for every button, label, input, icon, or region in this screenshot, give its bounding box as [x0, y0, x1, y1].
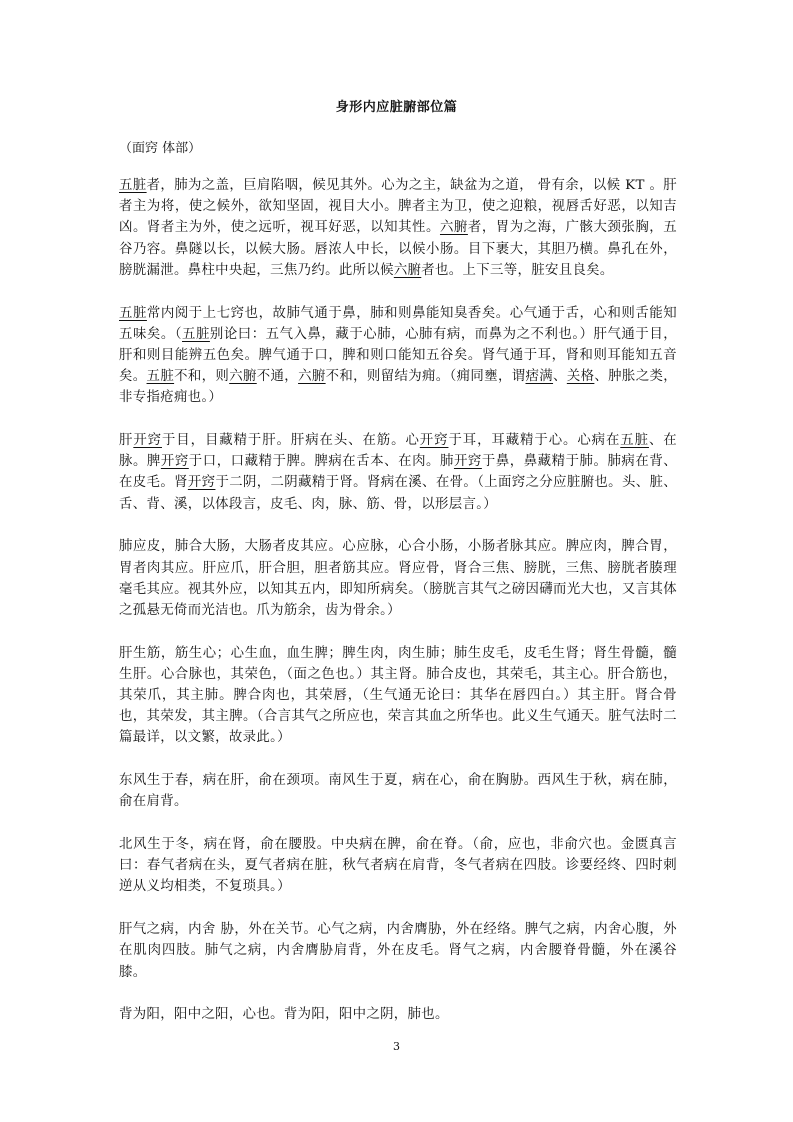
- text-run: 肺应皮，肺合大肠，大肠者皮其应。心应脉，心合小肠，小肠者脉其应。脾应肉，脾合胃，胃者肉其应。肝应爪，肝合胆，胆者筋其应。肾应骨，肾合三焦、膀胱，三焦、膀胱者腠理毫毛其应。视其外应，以知其五内，即知所病矣。（膀胱言其气之磅因礴而光大也，又言其体之孤悬无倚而光洁也。爪为筋余，齿为骨余。）: [119, 539, 677, 618]
- paragraph: [119, 834, 677, 898]
- text-run: 东风生于春，病在肝，俞在颈项。南风生于夏，病在心，俞在胸胁。西风生于秋，病在肺，俞在肩背。: [119, 773, 677, 810]
- underlined-term: 五脏: [119, 178, 147, 193]
- text-run: 不通，: [256, 369, 299, 385]
- underlined-term: 六腑: [229, 369, 257, 385]
- paragraph: [119, 770, 677, 812]
- paragraph: [119, 303, 677, 409]
- text-run: 者，胃为之海，广骸大颈张胸，五谷乃容。鼻隧以长，以候大肠。唇浓人中长，以候小肠。目下裹大，其胆乃横。鼻孔在外，膀胱漏泄。鼻柱中央起，三焦乃约。此所以候: [119, 220, 677, 278]
- text-run: 于二阴，二阴藏精于肾。肾病在溪、在骨。（上面窍之分应脏腑也。头、脏、舌、背、溪，以体段言，皮毛、肉，脉、筋、骨，以形层言。）: [119, 475, 678, 512]
- section-subtitle: （面窍 体部）: [119, 141, 202, 156]
- text-run: 于目，目藏精于肝。肝病在头、在筋。心: [161, 433, 420, 449]
- paragraph: [119, 643, 677, 749]
- text-run: 别论曰：五气入鼻，藏于心肺，心肺有病，而鼻为之不利也。）肝气通于目，肝和则目能辨五色矣。脾气通于口，脾和则口能知五谷矣。肾气通于耳，肾和则耳能知五音矣。: [119, 326, 677, 385]
- text-run: 、: [553, 369, 567, 385]
- paragraph: [119, 175, 677, 281]
- text-run: 北风生于冬，病在肾，俞在腰股。中央病在脾，俞在脊。（俞，应也，非俞穴也。金匮真言曰：春气者病在头，夏气者病在脏，秋气者病在肩背，冬气者病在四肢。诊要经终、四时刺逆从义均相类，不复琐具。）: [119, 837, 677, 895]
- paragraph: [119, 1004, 677, 1025]
- underlined-term: 开窍: [453, 454, 482, 470]
- underlined-term: 六腑: [393, 262, 422, 278]
- underlined-term: 开窍: [187, 475, 216, 491]
- underlined-term: 开窍: [133, 433, 162, 449]
- underlined-term: 五脏: [146, 369, 175, 385]
- underlined-term: 痞满: [525, 369, 554, 385]
- page-title: 身形内应脏腑部位篇: [335, 100, 458, 115]
- underlined-term: 五脏: [620, 433, 649, 449]
- text-run: 于鼻，鼻藏精于肺。肺病在背、在皮毛。肾: [119, 454, 678, 491]
- underlined-term: 开窍: [160, 454, 189, 470]
- underlined-term: 五脏: [119, 305, 147, 321]
- text-run: 者也。上下三等，脏安且良矣。: [421, 262, 614, 278]
- page-number: 3: [393, 1040, 400, 1053]
- text-run: 于口，口藏精于脾。脾病在舌本、在肉。肺: [188, 454, 454, 470]
- document-body: [119, 175, 677, 1047]
- text-run: 、肿胀之类，非专指疮痈也。）: [119, 369, 677, 406]
- paragraph: [119, 919, 677, 983]
- text-run: 者，肺为之盖，巨肩陷咽，候见其外。心为之主，缺盆为之道， 骨有余，以候 KT 。肝者主为将，使之候外，欲知坚固，视目大小。脾者主为卫，使之迎粮，视唇舌好恶，以知吉凶。肾者主为外，使之远听，视耳好恶，以知其性。: [119, 178, 677, 236]
- text-run: 常内阅于上七窍也，故肺气通于鼻，肺和则鼻能知臭香矣。心气通于舌，心和则舌能知五味矣。（: [119, 305, 678, 342]
- underlined-term: 六腑: [298, 369, 326, 385]
- text-run: 、在脉。脾: [119, 433, 678, 470]
- paragraph: [119, 430, 677, 515]
- paragraph: [119, 536, 677, 621]
- text-run: 不和，则留结为痈。（痈同壅，谓: [325, 369, 526, 385]
- text-run: 不和，则: [174, 369, 230, 385]
- underlined-term: 关格: [566, 369, 595, 385]
- text-run: 肝生筋，筋生心；心生血，血生脾；脾生肉，肉生肺；肺生皮毛，皮毛生肾；肾生骨髓，髓生肝。心合脉也，其荣色，（面之色也。）其主肾。肺合皮也，其荣毛，其主心。肝合筋也，其荣爪，其主肺。脾合肉也，其荣唇，（生气通无论曰：其华在唇四白。）其主肝。肾合骨也，其荣发，其主脾。（合言其气之所应也，荣言其血之所华也。此义生气通天。脏气法时二篇最详，以文繁，故录此。）: [119, 645, 677, 746]
- text-run: 于耳，耳藏精于心。心病在: [448, 433, 621, 449]
- text-run: 背为阳，阳中之阳，心也。背为阳，阳中之阴，肺也。: [119, 1007, 449, 1023]
- text-run: 肝气之病，内舍 胁，外在关节。心气之病，内舍膺胁，外在经络。脾气之病，内舍心腹，外在肌肉四肢。肺气之病，内舍膺胁肩背，外在皮毛。肾气之病，内舍腰脊骨髓，外在溪谷膝。: [119, 922, 677, 980]
- underlined-term: 六腑: [439, 220, 468, 236]
- underlined-term: 五脏: [182, 326, 210, 342]
- text-run: 肝: [119, 433, 134, 449]
- underlined-term: 开窍: [419, 433, 449, 449]
